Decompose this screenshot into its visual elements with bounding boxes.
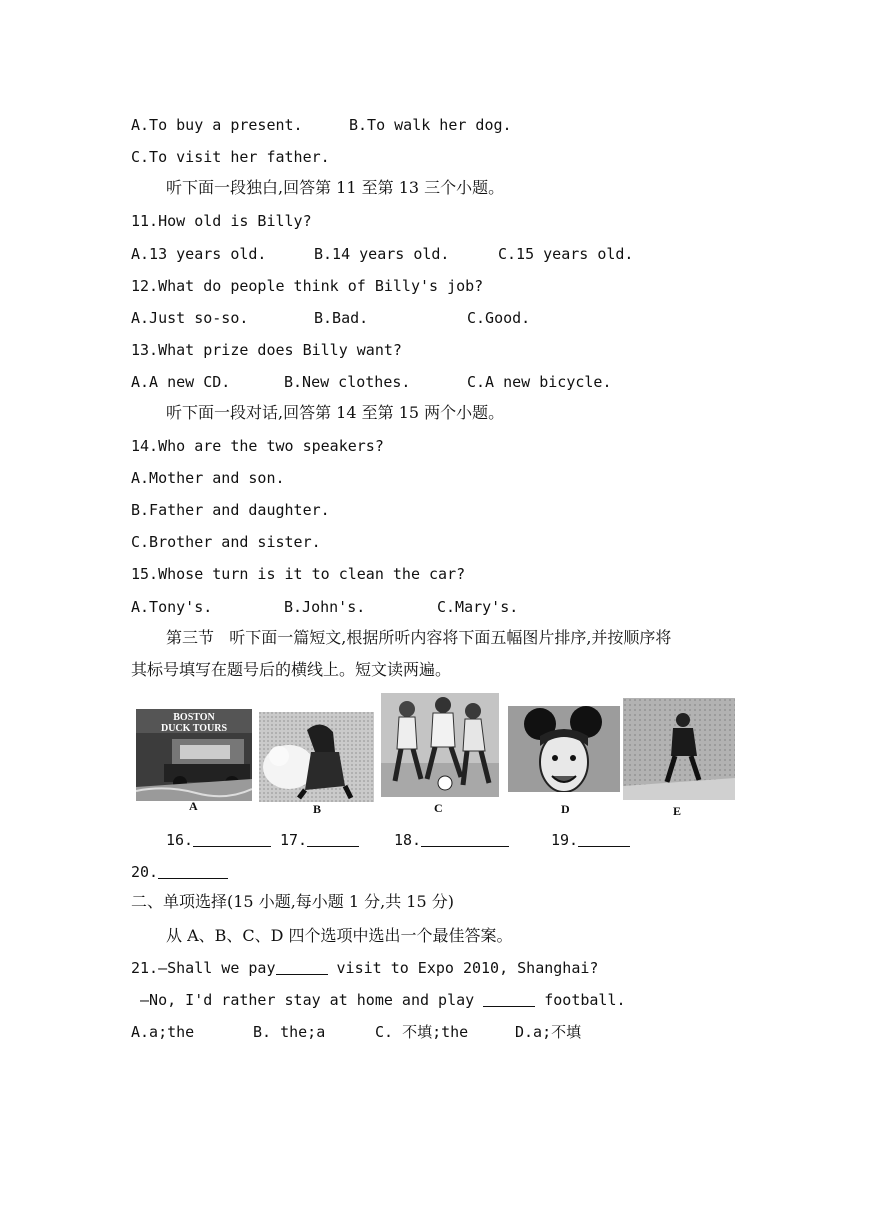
question-13: 13.What prize does Billy want? bbox=[131, 341, 402, 359]
blank-20-label: 20. bbox=[131, 863, 159, 881]
blank-18-label: 18. bbox=[394, 831, 422, 849]
question-21-line1-start: 21.—Shall we pay bbox=[131, 959, 276, 977]
picture-b-girl-dog bbox=[259, 712, 374, 802]
option-11c: C.15 years old. bbox=[498, 245, 634, 263]
question-21-blank-1[interactable] bbox=[276, 960, 328, 975]
section3-instruction-line1: 第三节 听下面一篇短文,根据所听内容将下面五幅图片排序,并按顺序将 bbox=[166, 628, 672, 647]
blank-16-label: 16. bbox=[166, 831, 194, 849]
picture-a-duck-tour bbox=[136, 709, 252, 801]
picture-c-football bbox=[381, 693, 499, 797]
blank-18[interactable] bbox=[394, 831, 509, 849]
picture-label-d: D bbox=[561, 802, 570, 816]
picture-d-mouse-ears bbox=[508, 706, 620, 802]
dialogue-instruction: 听下面一段对话,回答第 14 至第 15 两个小题。 bbox=[166, 403, 505, 422]
picture-label-c: C bbox=[434, 801, 443, 815]
duck-tour-sign-line1: BOSTON bbox=[173, 712, 215, 723]
option-12a: A.Just so-so. bbox=[131, 309, 249, 327]
option-21c: C. 不填;the bbox=[375, 1023, 469, 1041]
option-21d: D.a;不填 bbox=[515, 1023, 582, 1041]
option-21a: A.a;the bbox=[131, 1023, 195, 1041]
part2-instruction: 从 A、B、C、D 四个选项中选出一个最佳答案。 bbox=[166, 926, 513, 945]
option-10a: A.To buy a present. bbox=[131, 116, 303, 134]
duck-tour-sign-line2: DUCK TOURS bbox=[160, 723, 228, 734]
option-10c: C.To visit her father. bbox=[131, 148, 330, 166]
option-13b: B.New clothes. bbox=[284, 373, 411, 391]
question-21-line1-end: visit to Expo 2010, Shanghai? bbox=[327, 959, 599, 977]
blank-17[interactable] bbox=[280, 831, 359, 849]
question-14: 14.Who are the two speakers? bbox=[131, 437, 384, 455]
blank-17-label: 17. bbox=[280, 831, 308, 849]
question-21-line2-start: —No, I'd rather stay at home and play bbox=[131, 991, 484, 1009]
question-21-line2-end: football. bbox=[535, 991, 626, 1009]
question-12: 12.What do people think of Billy's job? bbox=[131, 277, 484, 295]
picture-label-a: A bbox=[189, 799, 198, 813]
option-14c: C.Brother and sister. bbox=[131, 533, 321, 551]
question-11: 11.How old is Billy? bbox=[131, 212, 312, 230]
option-21b: B. the;a bbox=[253, 1023, 326, 1041]
section3-instruction-line2: 其标号填写在题号后的横线上。短文读两遍。 bbox=[131, 660, 452, 679]
option-14a: A.Mother and son. bbox=[131, 469, 285, 487]
option-13a: A.A new CD. bbox=[131, 373, 231, 391]
question-15: 15.Whose turn is it to clean the car? bbox=[131, 565, 466, 583]
blank-16[interactable] bbox=[166, 831, 271, 849]
option-12b: B.Bad. bbox=[314, 309, 369, 327]
blank-20[interactable] bbox=[131, 863, 228, 881]
question-21-blank-2[interactable] bbox=[483, 992, 535, 1007]
option-15c: C.Mary's. bbox=[437, 598, 519, 616]
option-10b: B.To walk her dog. bbox=[349, 116, 512, 134]
option-13c: C.A new bicycle. bbox=[467, 373, 612, 391]
question-21-line2 bbox=[131, 991, 626, 1009]
option-11a: A.13 years old. bbox=[131, 245, 267, 263]
blank-19[interactable] bbox=[551, 831, 630, 849]
picture-label-e: E bbox=[673, 804, 682, 818]
part2-heading: 二、单项选择(15 小题,每小题 1 分,共 15 分) bbox=[131, 892, 454, 911]
option-14b: B.Father and daughter. bbox=[131, 501, 330, 519]
option-15a: A.Tony's. bbox=[131, 598, 213, 616]
picture-e-walking bbox=[623, 698, 735, 800]
option-12c: C.Good. bbox=[467, 309, 531, 327]
blank-19-label: 19. bbox=[551, 831, 579, 849]
option-15b: B.John's. bbox=[284, 598, 366, 616]
picture-label-b: B bbox=[313, 802, 322, 816]
option-11b: B.14 years old. bbox=[314, 245, 450, 263]
question-21-line1 bbox=[131, 959, 598, 977]
monologue-instruction: 听下面一段独白,回答第 11 至第 13 三个小题。 bbox=[166, 178, 505, 197]
